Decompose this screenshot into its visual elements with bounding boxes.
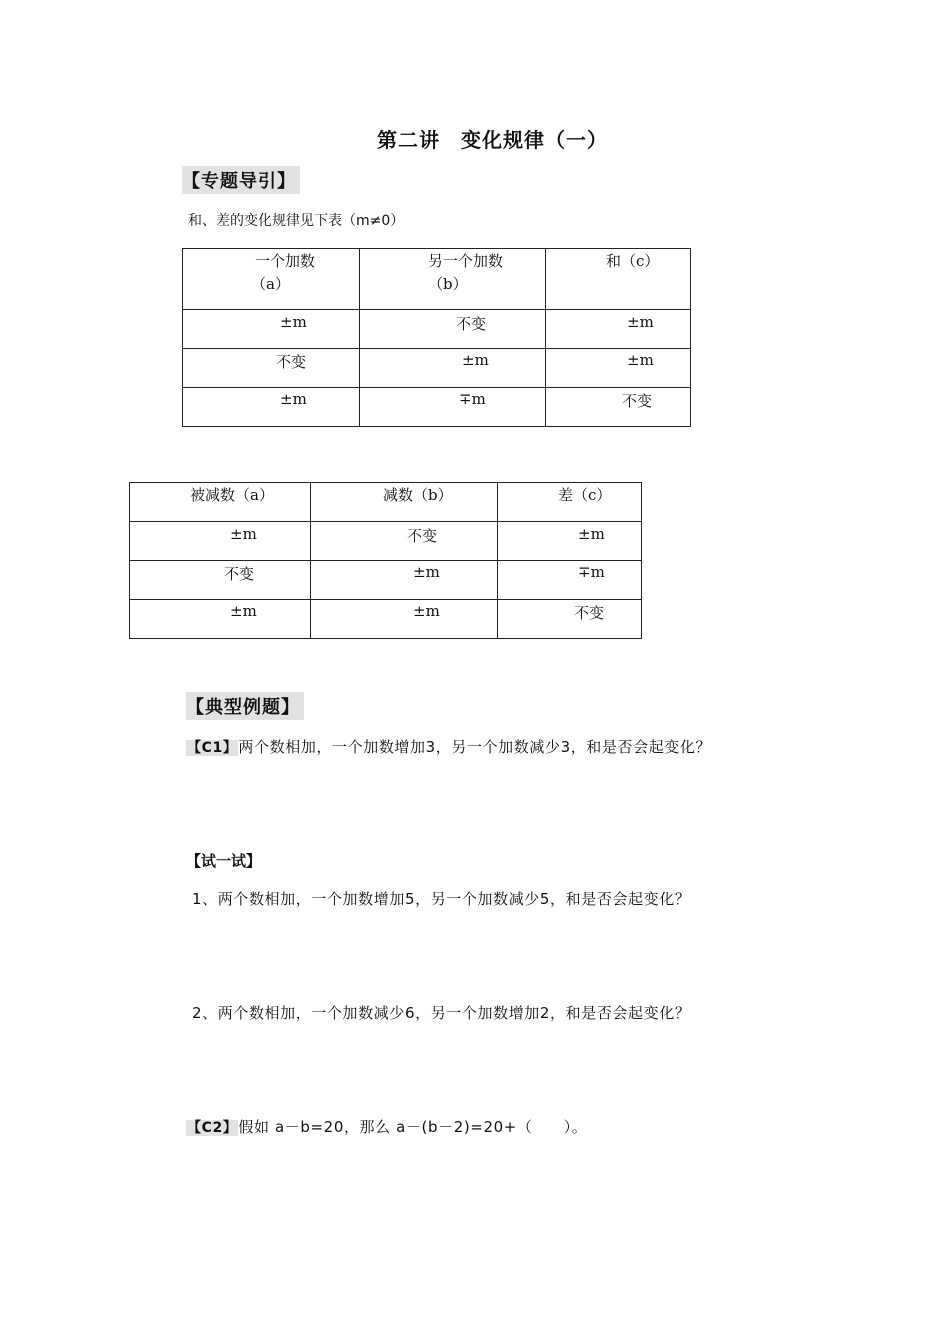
- table-cell: 不变: [622, 392, 653, 410]
- table-cell: ±m: [413, 563, 440, 581]
- try-heading: 【试一试】: [186, 852, 262, 870]
- header-sum: 和（c）: [606, 252, 660, 270]
- table-cell: 不变: [574, 604, 605, 622]
- table-cell: 不变: [224, 565, 255, 583]
- table-row: [183, 388, 691, 427]
- header-difference: 差（c）: [558, 486, 612, 504]
- header-subtrahend: 减数（b）: [383, 486, 453, 504]
- table-cell: ±m: [280, 313, 307, 331]
- table-cell: ±m: [627, 351, 654, 369]
- example-tag-c2: 【C2】: [187, 1120, 238, 1136]
- table-row: [183, 310, 691, 349]
- page-title: 第二讲 变化规律（一）: [377, 128, 608, 152]
- header-addend-a-sym: （a）: [251, 275, 290, 293]
- header-addend-a: 一个加数: [255, 252, 316, 270]
- example-tag-c1: 【C1】: [187, 740, 238, 756]
- example-c1-text: 两个数相加，一个加数增加3，另一个加数减少3，和是否会起变化？: [238, 738, 712, 756]
- table-row: [130, 561, 642, 600]
- table-cell: 不变: [407, 527, 438, 545]
- table-cell: ±m: [627, 313, 654, 331]
- table-cell: 不变: [456, 315, 487, 333]
- table-cell: ±m: [280, 390, 307, 408]
- table-header-row: [130, 483, 642, 522]
- table-header-row: [183, 249, 691, 310]
- table-cell: ±m: [413, 602, 440, 620]
- table-cell: ∓m: [578, 563, 605, 581]
- section-heading-examples: 【典型例题】: [186, 692, 304, 720]
- try-item-1: 1、两个数相加，一个加数增加5，另一个加数减少5，和是否会起变化？: [192, 890, 691, 908]
- intro-text: 和、差的变化规律见下表（m≠0）: [188, 213, 405, 229]
- table-row: [130, 522, 642, 561]
- table-cell: ±m: [578, 525, 605, 543]
- table-cell: 不变: [276, 353, 307, 371]
- table-cell: ±m: [230, 602, 257, 620]
- table-cell: ±m: [462, 351, 489, 369]
- table-row: [130, 600, 642, 639]
- section-heading-guide: 【专题导引】: [182, 166, 300, 194]
- example-c2: [186, 1116, 587, 1137]
- table-row: [183, 349, 691, 388]
- example-c2-text: 假如 a－b=20，那么 a－(b－2)=20+（ ）。: [238, 1118, 588, 1136]
- try-item-2: 2、两个数相加，一个加数减少6，另一个加数增加2，和是否会起变化？: [192, 1004, 691, 1022]
- table-cell: ±m: [230, 525, 257, 543]
- example-c1: [186, 736, 711, 757]
- header-addend-b-sym: （b）: [428, 275, 468, 293]
- header-minuend: 被减数（a）: [190, 486, 274, 504]
- header-addend-b: 另一个加数: [428, 252, 504, 270]
- table-cell: ∓m: [459, 390, 486, 408]
- addition-rule-table: [182, 248, 691, 427]
- subtraction-rule-table: [129, 482, 642, 639]
